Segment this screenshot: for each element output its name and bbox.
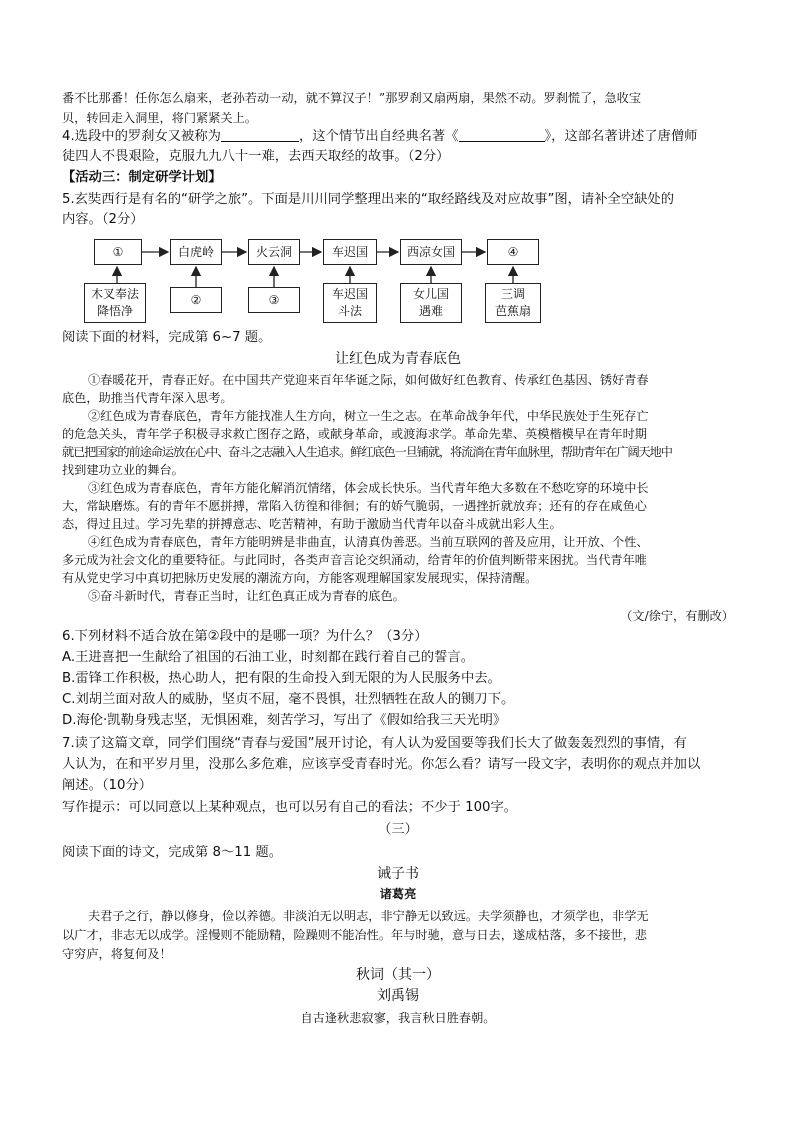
- diagram-arrows: [0, 0, 794, 340]
- story-box-3[interactable]: ③: [248, 287, 300, 313]
- para-2-line: ②红色成为青春底色，青年方能找准人生方向，树立一生之志。在革命战争年代，中华民族处于生死存亡: [88, 409, 649, 423]
- story-box-5-line2: 遇难: [418, 304, 443, 318]
- question-7-line: 7.读了这篇文章，同学们围绕“青春与爱国”展开讨论，有人认为爱国要等我们长大了做轰轰烈烈的事情，有: [62, 736, 687, 751]
- option-a: A.王进喜把一生献给了祖国的石油工业，时刻都在践行着自己的誓言。: [62, 650, 474, 665]
- question-4-line2: 徒四人不畏艰险，克服九九八十一难，去西天取经的故事。（2分）: [62, 149, 450, 164]
- text-author-2: 刘禹锡: [377, 988, 419, 1004]
- poem-line: 自古逢秋悲寂寥，我言秋日胜春朝。: [300, 1011, 496, 1025]
- reading-intro: 阅读下面的材料，完成第 6~7 题。: [62, 330, 272, 345]
- passage-line: 番不比那番！任你怎么扇来，老孙若动一动，就不算汉子！”那罗刹又扇两扇，果然不动。罗刹慌了，急收宝: [62, 91, 642, 105]
- writing-hint: 写作提示：可以同意以上某种观点，也可以另有自己的看法；不少于 100字。: [62, 800, 518, 815]
- route-box-3: 火云洞: [248, 239, 300, 265]
- text-title-1: 诫子书: [377, 866, 419, 882]
- para-1-line: 底色，助推当代青年深入思考。: [62, 391, 233, 405]
- option-d: D.海伦·凯勒身残志坚，无惧困难，刻苦学习，写出了《假如给我三天光明》: [62, 713, 507, 728]
- para-4-line: 有从党史学习中真切把脉历史发展的潮流方向，方能客观理解国家发展现实，保持清醒。: [62, 571, 538, 585]
- question-5-line1: 5.玄奘西行是有名的“研学之旅”。下面是川川同学整理出来的“取经路线及对应故事”图，请补全空缺处的: [62, 192, 675, 207]
- jiezishu-line: 守穷庐，将复何及！: [62, 947, 172, 961]
- jiezishu-line: 以广才，非志无以成学。淫慢则不能励精，险躁则不能冶性。年与时驰，意与日去，遂成枯落，多不接世，悲: [62, 928, 647, 942]
- para-3-line: 态，得过且过。学习先辈的拼搏意志、吃苦精神，有助于激励当代青年以奋斗成就出彩人生。: [62, 517, 562, 531]
- q4-text-a: 4.选段中的罗刹女又被称为: [62, 129, 221, 144]
- option-b: B.雷锋工作积极，热心助人，把有限的生命投入到无限的为人民服务中去。: [62, 671, 501, 686]
- story-box-4-line1: 车迟国: [331, 287, 368, 301]
- question-6-stem: 6.下列材料不适合放在第②段中的是哪一项？为什么？（3分）: [62, 629, 428, 644]
- q4-text-b: ，这个情节出自经典名著《: [298, 129, 459, 144]
- story-box-1-line1: 木叉奉法: [90, 287, 139, 301]
- activity-3-heading: 【活动三：制定研学计划】: [62, 170, 222, 185]
- para-4-line: ④红色成为青春底色，青年方能明辨是非曲直，认清真伪善恶。当前互联网的普及应用，让开放、个性、: [88, 535, 649, 549]
- para-4-line: 多元成为社会文化的重要特征。与此同时，各类声音言论交织涌动，给青年的价值判断带来困扰。当代青年唯: [62, 553, 647, 567]
- passage-line: 贝，转回走入洞里，将门紧紧关上。: [62, 111, 257, 125]
- article-source: （文/徐宁，有删改）: [620, 609, 734, 623]
- option-c: C.刘胡兰面对敌人的威胁，坚贞不屈，毫不畏惧，壮烈牺牲在敌人的铡刀下。: [62, 692, 515, 707]
- story-box-4-line2: 斗法: [337, 304, 362, 318]
- section-3-intro: 阅读下面的诗文，完成第 8～11 题。: [62, 845, 282, 860]
- question-5-line2: 内容。（2分）: [62, 212, 144, 227]
- q4-text-c: 》，这部名著讲述了唐僧师: [544, 129, 698, 144]
- jiezishu-line: 夫君子之行，静以修身，俭以养德。非淡泊无以明志，非宁静无以致远。夫学须静也，才须学也，非学无: [88, 909, 649, 923]
- text-author-1: 诸葛亮: [379, 887, 417, 901]
- route-box-4: 车迟国: [323, 239, 377, 265]
- para-2-line: 找到建功立业的舞台。: [62, 463, 184, 477]
- story-box-1-line2: 降悟净: [96, 304, 133, 318]
- route-box-2: 白虎岭: [170, 239, 222, 265]
- para-2-line: 就已把国家的前途命运放在心中、奋斗之志融入人生追求。鲜红底色一旦铺就，将流淌在青年血脉里，帮助青年在广阔天地中: [62, 445, 672, 459]
- para-3-line: ③红色成为青春底色，青年方能化解消沉情绪，体会成长快乐。当代青年绝大多数在不愁吃穿的环境中长: [88, 481, 649, 495]
- section-number: （三）: [378, 822, 418, 837]
- story-box-2[interactable]: ②: [170, 287, 222, 313]
- route-box-5: 西凉女国: [400, 239, 462, 265]
- article-title: 让红色成为青春底色: [335, 351, 461, 367]
- para-5-line: ⑤奋斗新时代，青春正当时，让红色真正成为青春的底色。: [88, 589, 405, 603]
- para-3-line: 大，常缺磨炼。有的青年不愿拼搏，常陷入彷徨和徘徊；有的娇气脆弱，一遇挫折就放弃；还有的存在咸鱼心: [62, 499, 647, 513]
- route-box-6: ④: [487, 239, 539, 265]
- route-box-1: ①: [94, 239, 142, 265]
- story-box-5-line1: 女儿国: [412, 287, 449, 301]
- question-7-line: 阐述。（10分）: [62, 778, 153, 793]
- story-box-6-line2: 芭蕉扇: [494, 304, 531, 318]
- story-box-6-line1: 三调: [500, 287, 525, 301]
- question-7-line: 人认为，在和平岁月里，没那么多危难，应该享受青春时光。你怎么看？请写一段文字，表明你的观点并加以: [62, 757, 701, 772]
- para-1-line: ①春暖花开，青春正好。在中国共产党迎来百年华诞之际，如何做好红色教育、传承红色基因、锈好青春: [88, 373, 649, 387]
- para-2-line: 的危急关头，青年学子积极寻求救亡图存之路，或献身革命，或渡海求学。革命先辈、英模楷模早在青年时期: [62, 427, 647, 441]
- text-title-2: 秋词（其一）: [356, 967, 440, 983]
